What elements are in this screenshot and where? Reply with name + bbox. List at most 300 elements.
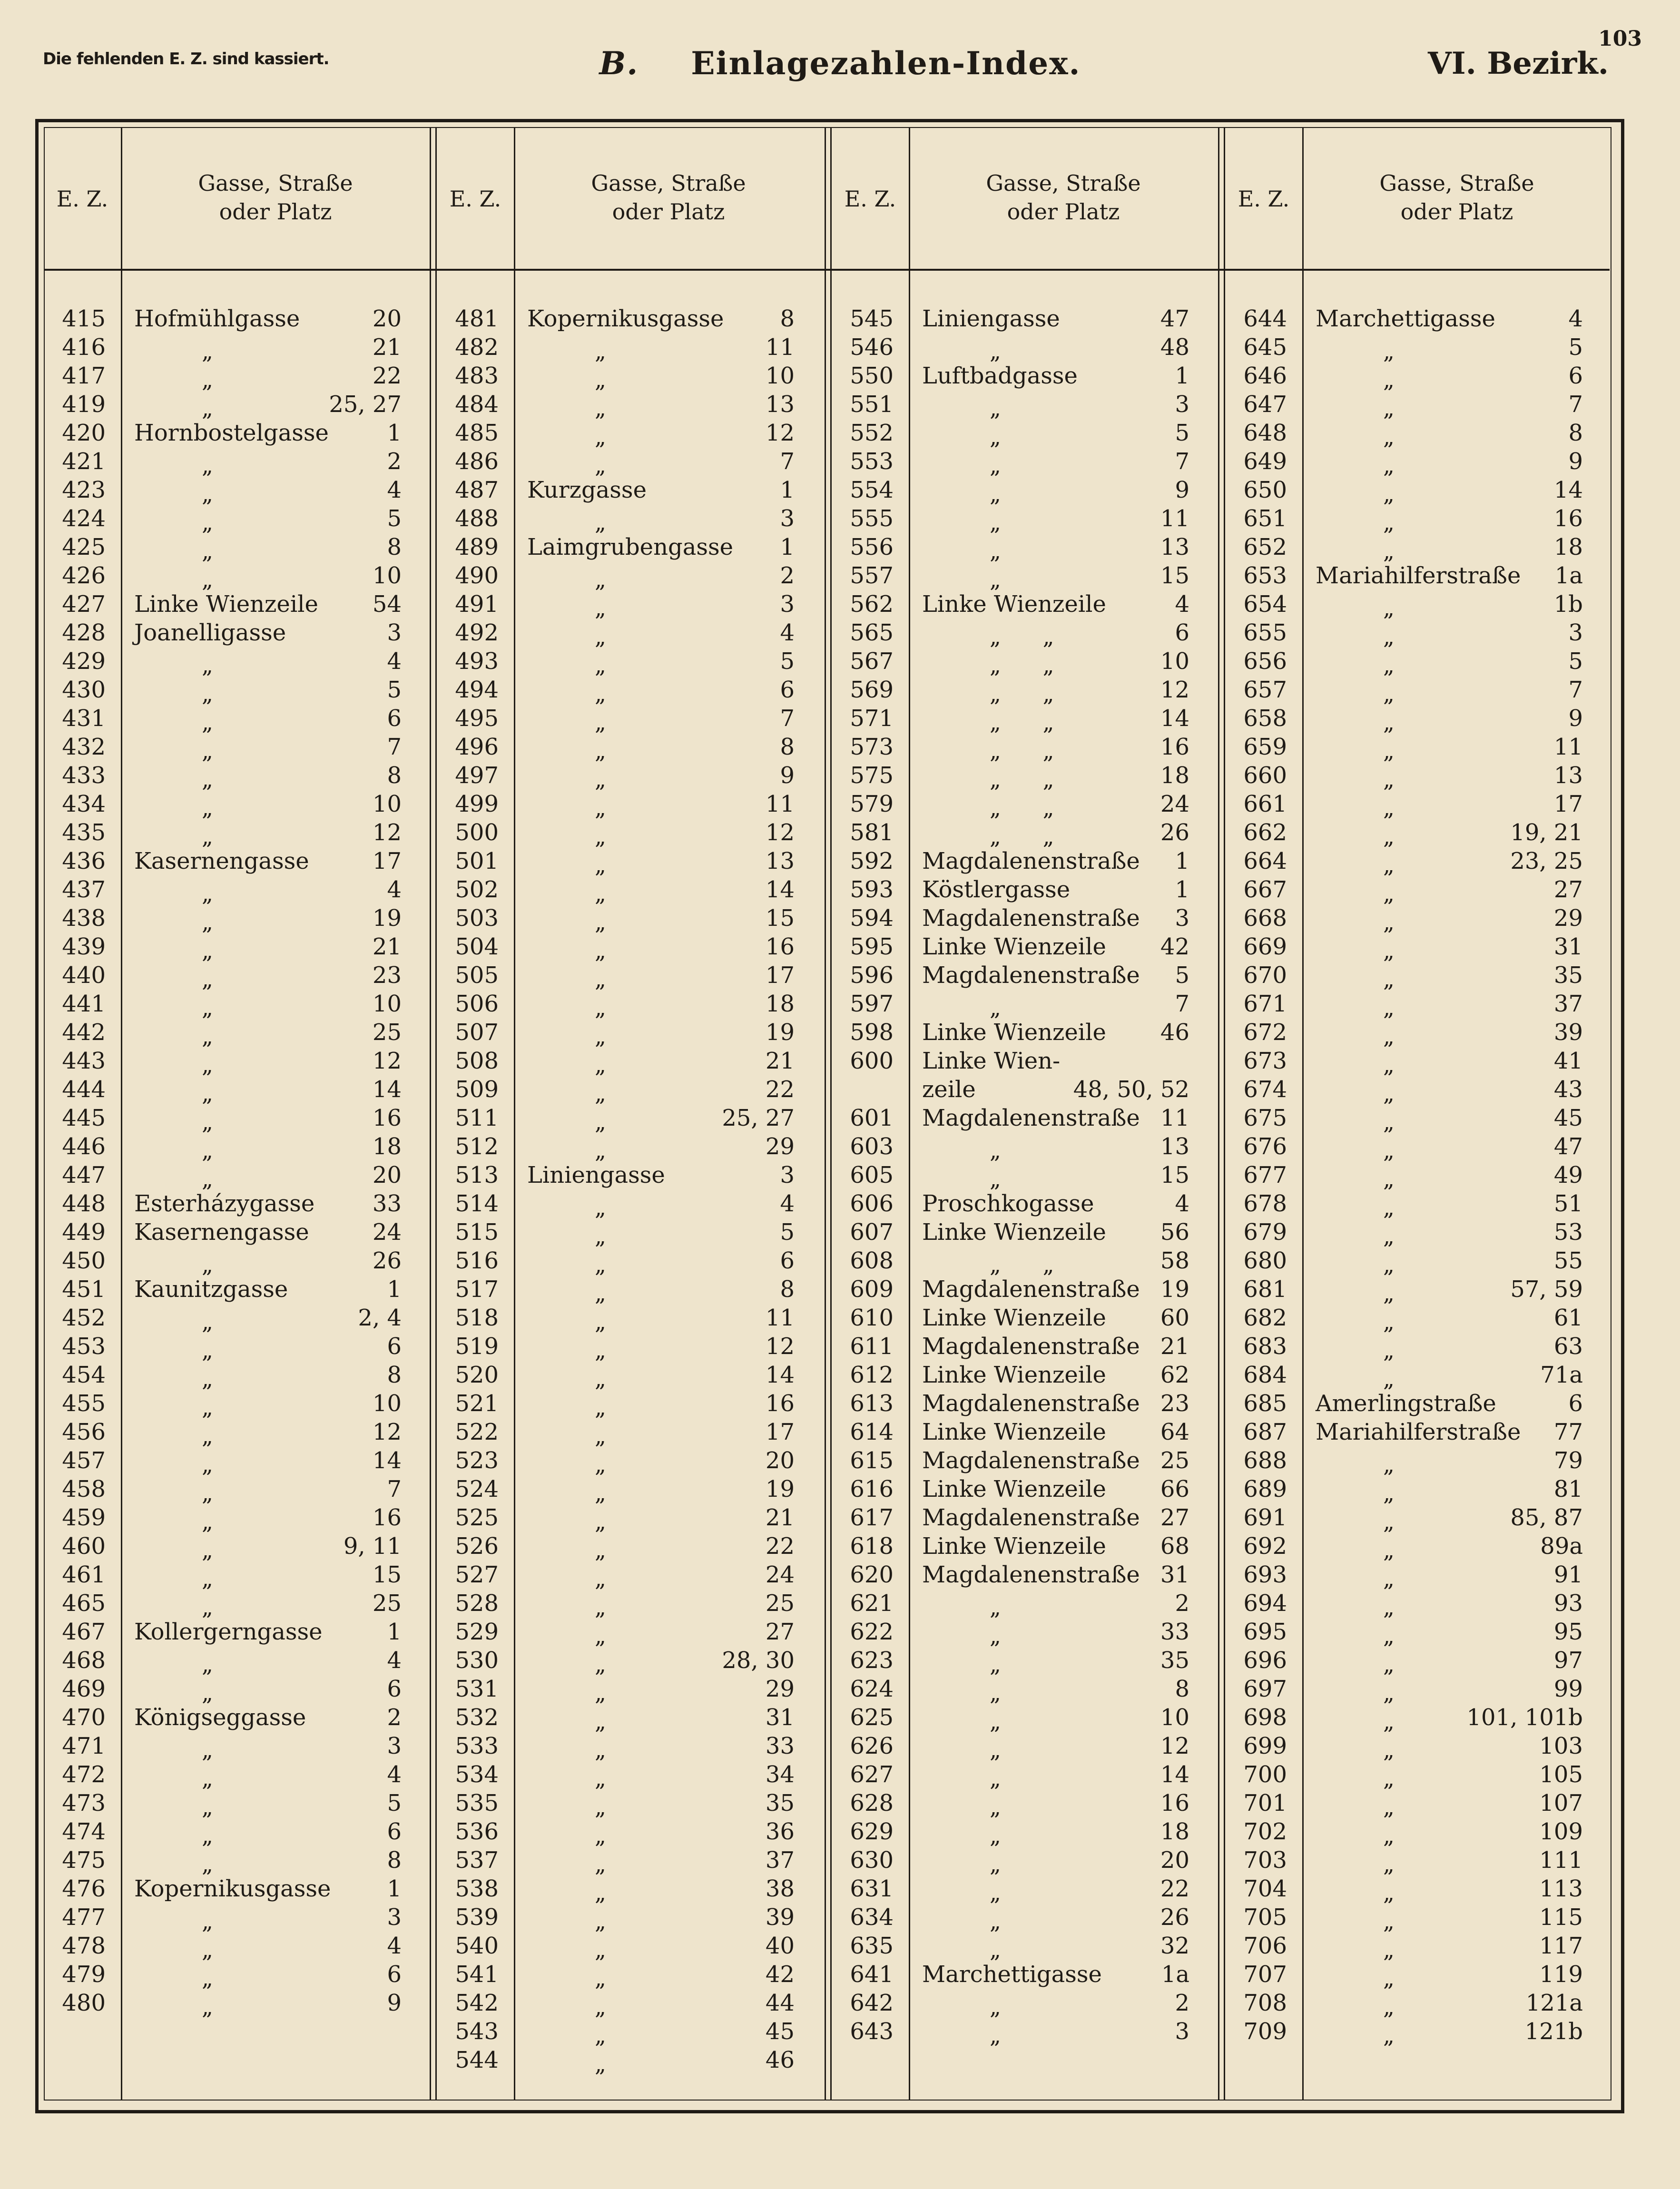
house-number: 44 <box>765 1990 795 2016</box>
ez-number: 674 <box>1243 1076 1287 1103</box>
house-number: 48 <box>1160 334 1189 361</box>
ez-number: 709 <box>1243 2018 1287 2045</box>
ez-number: 694 <box>1243 1590 1287 1617</box>
table-row <box>44 1532 430 1561</box>
ez-number: 471 <box>62 1733 106 1759</box>
ez-number: 682 <box>1243 1305 1287 1331</box>
table-row <box>832 419 1218 450</box>
ditto-mark: „ <box>1383 538 1395 564</box>
house-number: 5 <box>1568 334 1583 361</box>
ditto-mark: „ <box>202 938 213 963</box>
house-number: 22 <box>765 1076 795 1103</box>
table-row <box>437 1161 823 1189</box>
table-row <box>832 1418 1218 1446</box>
ez-number: 657 <box>1243 677 1287 703</box>
ez-number: 556 <box>850 534 894 560</box>
house-number: 27 <box>765 1619 795 1645</box>
ez-number: 689 <box>1243 1476 1287 1502</box>
ditto-mark: „ <box>1383 1623 1395 1649</box>
ez-number: 495 <box>455 705 499 732</box>
street-name: Laimgrubengasse <box>527 534 734 560</box>
table-row <box>1225 304 1611 333</box>
house-number: 27 <box>1553 876 1583 903</box>
house-number: 33 <box>765 1733 795 1759</box>
house-number: 14 <box>372 1447 402 1474</box>
house-number: 45 <box>1553 1105 1583 1131</box>
ditto-mark: „ <box>990 1651 1001 1677</box>
house-number: 101, 101b <box>1466 1704 1583 1731</box>
house-number: 31 <box>1160 1561 1189 1588</box>
house-number: 38 <box>765 1875 795 1902</box>
house-number: 25 <box>372 1590 402 1617</box>
table-row <box>44 1475 430 1506</box>
house-number: 5 <box>387 1790 402 1816</box>
table-row <box>44 1846 430 1875</box>
house-number: 9 <box>780 762 795 789</box>
ez-number: 436 <box>62 848 106 874</box>
ez-number: 472 <box>62 1761 106 1788</box>
table-row <box>1225 875 1611 904</box>
table-row <box>437 1389 823 1418</box>
street-name: Amerlingstraße <box>1316 1390 1496 1417</box>
table-row <box>44 1903 430 1932</box>
ditto-mark: „ <box>1383 1138 1395 1163</box>
ez-number: 697 <box>1243 1676 1287 1702</box>
table-row <box>44 1675 430 1706</box>
ez-number: 676 <box>1243 1133 1287 1160</box>
table-row <box>1225 447 1611 476</box>
ditto-mark: „ <box>1383 1965 1395 1991</box>
ez-number: 488 <box>455 505 499 532</box>
street-name: Linke Wienzeile <box>922 933 1106 960</box>
table-row <box>437 590 823 621</box>
table-row <box>1225 1846 1611 1875</box>
house-number: 8 <box>780 734 795 760</box>
house-number: 3 <box>1175 905 1189 932</box>
ez-number: 454 <box>62 1362 106 1388</box>
house-number: 10 <box>372 562 402 589</box>
house-number: 2 <box>387 448 402 475</box>
ditto-mark: „ <box>1383 909 1395 935</box>
table-row <box>1225 1218 1611 1247</box>
street-name: Linke Wienzeile <box>922 1219 1106 1246</box>
house-number: 113 <box>1539 1875 1583 1902</box>
table-row <box>1225 1760 1611 1789</box>
ditto-mark: „ <box>990 1823 1001 1848</box>
ditto-mark: „ <box>595 652 606 678</box>
street-name: Linke Wien- <box>922 1048 1061 1074</box>
table-row <box>437 1960 823 1989</box>
ditto-mark: „ <box>202 1252 213 1277</box>
table-row <box>832 904 1218 933</box>
ditto-mark: „ <box>595 1965 606 1991</box>
house-number: 25, 27 <box>329 391 402 418</box>
ez-number: 707 <box>1243 1961 1287 1988</box>
table-row <box>1225 904 1611 933</box>
table-row <box>44 1446 430 1475</box>
table-row <box>832 1018 1218 1047</box>
table-row <box>44 1189 430 1218</box>
street-name: Köstlergasse <box>922 876 1071 903</box>
ez-number: 480 <box>62 1990 106 2016</box>
house-number: 40 <box>765 1933 795 1959</box>
ez-number: 519 <box>455 1333 499 1360</box>
header-ez: E. Z. <box>1238 186 1290 212</box>
ez-number: 536 <box>455 1818 499 1845</box>
ez-number: 504 <box>455 933 499 960</box>
ez-number: 623 <box>850 1647 894 1674</box>
ditto-mark: „ <box>990 452 1001 478</box>
table-row <box>437 933 823 961</box>
table-row <box>44 647 430 676</box>
ditto-mark: „ <box>990 1680 1001 1706</box>
ez-number: 507 <box>455 1019 499 1046</box>
ditto-mark: „ <box>1383 1052 1395 1078</box>
ez-number: 653 <box>1243 562 1287 589</box>
house-number: 10 <box>1160 1704 1189 1731</box>
table-row <box>832 1361 1218 1389</box>
house-number: 35 <box>765 1790 795 1816</box>
ez-number: 432 <box>62 734 106 760</box>
ez-number: 420 <box>62 420 106 446</box>
house-number: 20 <box>765 1447 795 1474</box>
table-row <box>44 1161 430 1192</box>
table-row <box>437 1075 823 1104</box>
ditto-mark: „ <box>1383 795 1395 821</box>
ez-number: 651 <box>1243 505 1287 532</box>
page-number: 103 <box>1598 27 1642 51</box>
table-row <box>437 504 823 533</box>
house-number: 14 <box>1553 477 1583 503</box>
ez-number: 440 <box>62 962 106 989</box>
ez-number: 672 <box>1243 1019 1287 1046</box>
house-number: 63 <box>1553 1333 1583 1360</box>
house-number: 97 <box>1553 1647 1583 1674</box>
table-row <box>832 362 1218 390</box>
ez-number: 625 <box>850 1704 894 1731</box>
house-number: 7 <box>387 1476 402 1502</box>
house-number: 6 <box>1568 1390 1583 1417</box>
house-number: 26 <box>1160 1904 1189 1931</box>
district-label: VI. Bezirk. <box>1428 46 1609 81</box>
ez-number: 705 <box>1243 1904 1287 1931</box>
house-number: 11 <box>765 791 795 817</box>
ditto-mark: „ <box>202 1737 213 1763</box>
ez-number: 441 <box>62 991 106 1017</box>
ez-number: 538 <box>455 1875 499 1902</box>
house-number: 29 <box>1553 905 1583 932</box>
table-row <box>44 419 430 447</box>
ez-number: 627 <box>850 1761 894 1788</box>
ditto-mark: „ <box>1383 424 1395 450</box>
street-name: Kaunitzgasse <box>134 1276 288 1303</box>
ditto-mark: „ <box>595 881 606 906</box>
table-row <box>44 875 430 904</box>
ez-number: 419 <box>62 391 106 418</box>
table-row <box>1225 933 1611 961</box>
ez-number: 429 <box>62 648 106 675</box>
ditto-mark: „ <box>202 995 213 1021</box>
ez-number: 528 <box>455 1590 499 1617</box>
table-row <box>832 2017 1218 2046</box>
table-row <box>44 1304 430 1335</box>
ditto-mark: „ <box>595 1309 606 1335</box>
house-number: 4 <box>387 1761 402 1788</box>
ditto-mark: „ <box>595 1737 606 1763</box>
ditto-mark: „ <box>1383 766 1395 792</box>
house-number: 5 <box>1175 962 1189 989</box>
house-number: 46 <box>1160 1019 1189 1046</box>
house-number: 4 <box>780 1190 795 1217</box>
house-number: 12 <box>765 1333 795 1360</box>
table-row <box>1225 561 1611 590</box>
ez-number: 451 <box>62 1276 106 1303</box>
table-row <box>44 1589 430 1618</box>
table-row <box>44 933 430 961</box>
house-number: 4 <box>387 1647 402 1674</box>
ditto-mark: „ <box>202 766 213 792</box>
table-row <box>832 1732 1218 1763</box>
house-number: 56 <box>1160 1219 1189 1246</box>
house-number: 47 <box>1160 305 1189 332</box>
ditto-mark: „ <box>990 995 1001 1021</box>
ez-number: 565 <box>850 619 894 646</box>
table-row <box>437 2046 823 2077</box>
ditto-mark: „ <box>595 452 606 478</box>
street-name: Königseggasse <box>134 1704 306 1731</box>
section-letter: B. <box>599 45 639 82</box>
house-number: 111 <box>1539 1847 1583 1874</box>
ditto-mark: „ <box>1383 1309 1395 1335</box>
table-row <box>832 933 1218 961</box>
ditto-mark: „ <box>990 1994 1001 2020</box>
ditto-mark: „ <box>1383 1337 1395 1363</box>
ez-number: 477 <box>62 1904 106 1931</box>
house-number: 4 <box>387 477 402 503</box>
table-row <box>832 1618 1218 1649</box>
house-number: 8 <box>780 1276 795 1303</box>
house-number: 3 <box>780 591 795 618</box>
table-row <box>437 447 823 476</box>
house-number: 48, 50, 52 <box>1073 1076 1189 1103</box>
street-name: Liniengasse <box>527 1162 665 1188</box>
ez-number: 486 <box>455 448 499 475</box>
ez-number: 677 <box>1243 1162 1287 1188</box>
ditto-mark: „ <box>1383 1452 1395 1477</box>
ez-number: 535 <box>455 1790 499 1816</box>
house-number: 3 <box>387 619 402 646</box>
table-row <box>44 1960 430 1989</box>
ez-number: 687 <box>1243 1419 1287 1445</box>
ditto-mark: „ <box>595 595 606 621</box>
house-number: 9 <box>387 1990 402 2016</box>
ditto-mark: „ <box>1383 1195 1395 1220</box>
table-row <box>437 761 823 790</box>
street-name: Magdalenenstraße <box>922 1504 1140 1531</box>
ditto-mark: „ <box>1383 1908 1395 1934</box>
table-row <box>44 818 430 847</box>
ditto-mark: „ <box>202 1965 213 1991</box>
ditto-mark: „ <box>595 1080 606 1106</box>
street-name: Magdalenenstraße <box>922 1447 1140 1474</box>
ez-number: 513 <box>455 1162 499 1188</box>
house-number: 13 <box>1160 534 1189 560</box>
house-number: 1a <box>1161 1961 1189 1988</box>
house-number: 21 <box>372 933 402 960</box>
house-number: 4 <box>387 648 402 675</box>
table-row <box>1225 2017 1611 2046</box>
house-number: 25, 27 <box>722 1105 795 1131</box>
house-number: 43 <box>1553 1076 1583 1103</box>
ditto-mark: „ <box>595 1566 606 1591</box>
table-row <box>832 1275 1218 1304</box>
table-row <box>437 1104 823 1135</box>
ditto-mark: „ <box>202 1423 213 1449</box>
table-row <box>44 1018 430 1047</box>
ez-number: 537 <box>455 1847 499 1874</box>
ditto-mark: „ <box>595 1366 606 1392</box>
house-number: 1 <box>1175 876 1189 903</box>
house-number: 34 <box>765 1761 795 1788</box>
ditto-mark: „ <box>1383 1594 1395 1620</box>
house-number: 68 <box>1160 1533 1189 1560</box>
header-ez: E. Z. <box>56 186 108 212</box>
house-number: 1a <box>1554 562 1583 589</box>
table-row <box>44 1075 430 1104</box>
table-row <box>437 1789 823 1820</box>
table-row <box>1225 818 1611 847</box>
ditto-mark: „ <box>202 1651 213 1677</box>
table-row <box>44 1104 430 1135</box>
table-row <box>1225 590 1611 621</box>
house-number: 17 <box>1553 791 1583 817</box>
ez-number: 438 <box>62 905 106 932</box>
ez-number: 491 <box>455 591 499 618</box>
table-row <box>832 1989 1218 2020</box>
table-row <box>1225 1247 1611 1275</box>
ez-number: 493 <box>455 648 499 675</box>
ditto-mark: „ <box>595 1394 606 1420</box>
ez-number: 518 <box>455 1305 499 1331</box>
table-row <box>832 504 1218 533</box>
ditto-mark: „ <box>202 1566 213 1591</box>
table-row <box>832 676 1218 707</box>
house-number: 51 <box>1553 1190 1583 1217</box>
table-row <box>44 618 430 647</box>
house-number: 53 <box>1553 1219 1583 1246</box>
ez-number: 503 <box>455 905 499 932</box>
street-name: Esterházygasse <box>134 1190 315 1217</box>
ditto-mark: „ <box>990 1708 1001 1734</box>
ez-number: 551 <box>850 391 894 418</box>
header-street <box>909 169 1218 226</box>
ditto-mark: „ <box>595 1708 606 1734</box>
ditto-mark: „ <box>990 1908 1001 1934</box>
ditto-mark: „ <box>595 1766 606 1791</box>
ditto-mark: „ <box>202 1109 213 1135</box>
house-number: 8 <box>387 1847 402 1874</box>
ditto-mark: „ <box>1383 624 1395 649</box>
house-number: 19 <box>372 905 402 932</box>
ditto-mark: „ <box>202 367 213 393</box>
ez-number: 683 <box>1243 1333 1287 1360</box>
ditto-mark: „ <box>595 1880 606 1905</box>
table-row <box>437 1446 823 1475</box>
table-row <box>437 875 823 904</box>
column-divider <box>825 127 832 2100</box>
house-number: 17 <box>372 848 402 874</box>
table-row <box>1225 1047 1611 1078</box>
table-row <box>1225 1018 1611 1047</box>
ez-number: 508 <box>455 1048 499 1074</box>
ditto-mark: „ <box>202 1138 213 1163</box>
ez-number: 455 <box>62 1390 106 1417</box>
ez-number: 417 <box>62 363 106 389</box>
table-row <box>832 1446 1218 1475</box>
ez-number: 458 <box>62 1476 106 1502</box>
ez-number: 630 <box>850 1847 894 1874</box>
ez-number: 470 <box>62 1704 106 1731</box>
ez-number: 611 <box>850 1333 894 1360</box>
table-row <box>44 533 430 564</box>
ditto-mark: „ <box>202 1166 213 1192</box>
house-number: 60 <box>1160 1305 1189 1331</box>
table-row <box>44 761 430 790</box>
house-number: 2, 4 <box>358 1305 402 1331</box>
house-number: 6 <box>780 1247 795 1274</box>
ez-number: 416 <box>62 334 106 361</box>
ditto-mark: „ <box>990 1937 1001 1963</box>
table-row <box>437 818 823 847</box>
ditto-mark: „ <box>990 1737 1001 1763</box>
house-number: 15 <box>1160 562 1189 589</box>
house-number: 21 <box>372 334 402 361</box>
table-row <box>832 1247 1218 1275</box>
ditto-mark: „ „ <box>990 709 1054 735</box>
table-row <box>832 1817 1218 1846</box>
house-number: 41 <box>1553 1048 1583 1074</box>
house-number: 24 <box>1160 791 1189 817</box>
ez-number: 579 <box>850 791 894 817</box>
house-number: 42 <box>765 1961 795 1988</box>
ez-number: 664 <box>1243 848 1287 874</box>
street-name: Linke Wienzeile <box>922 1419 1106 1445</box>
house-number: 36 <box>765 1818 795 1845</box>
ez-number: 601 <box>850 1105 894 1131</box>
ditto-mark: „ <box>990 510 1001 535</box>
house-number: 12 <box>1160 1733 1189 1759</box>
ez-number: 501 <box>455 848 499 874</box>
table-row <box>44 733 430 764</box>
ditto-mark: „ „ <box>990 795 1054 821</box>
ez-number: 605 <box>850 1162 894 1188</box>
ez-number: 678 <box>1243 1190 1287 1217</box>
table-row <box>437 1332 823 1361</box>
house-number: 5 <box>1568 648 1583 675</box>
street-name: Linke Wienzeile <box>922 1476 1106 1502</box>
header-street-line: oder Platz <box>612 199 725 225</box>
street-name: Kollergerngasse <box>134 1619 323 1645</box>
house-number: 14 <box>1160 705 1189 732</box>
street-name: Joanelligasse <box>134 619 286 646</box>
house-number: 49 <box>1553 1162 1583 1188</box>
house-number: 16 <box>372 1504 402 1531</box>
ditto-mark: „ <box>595 510 606 535</box>
ez-number: 607 <box>850 1219 894 1246</box>
ez-number: 521 <box>455 1390 499 1417</box>
ditto-mark: „ <box>1383 338 1395 364</box>
table-row <box>44 1503 430 1532</box>
